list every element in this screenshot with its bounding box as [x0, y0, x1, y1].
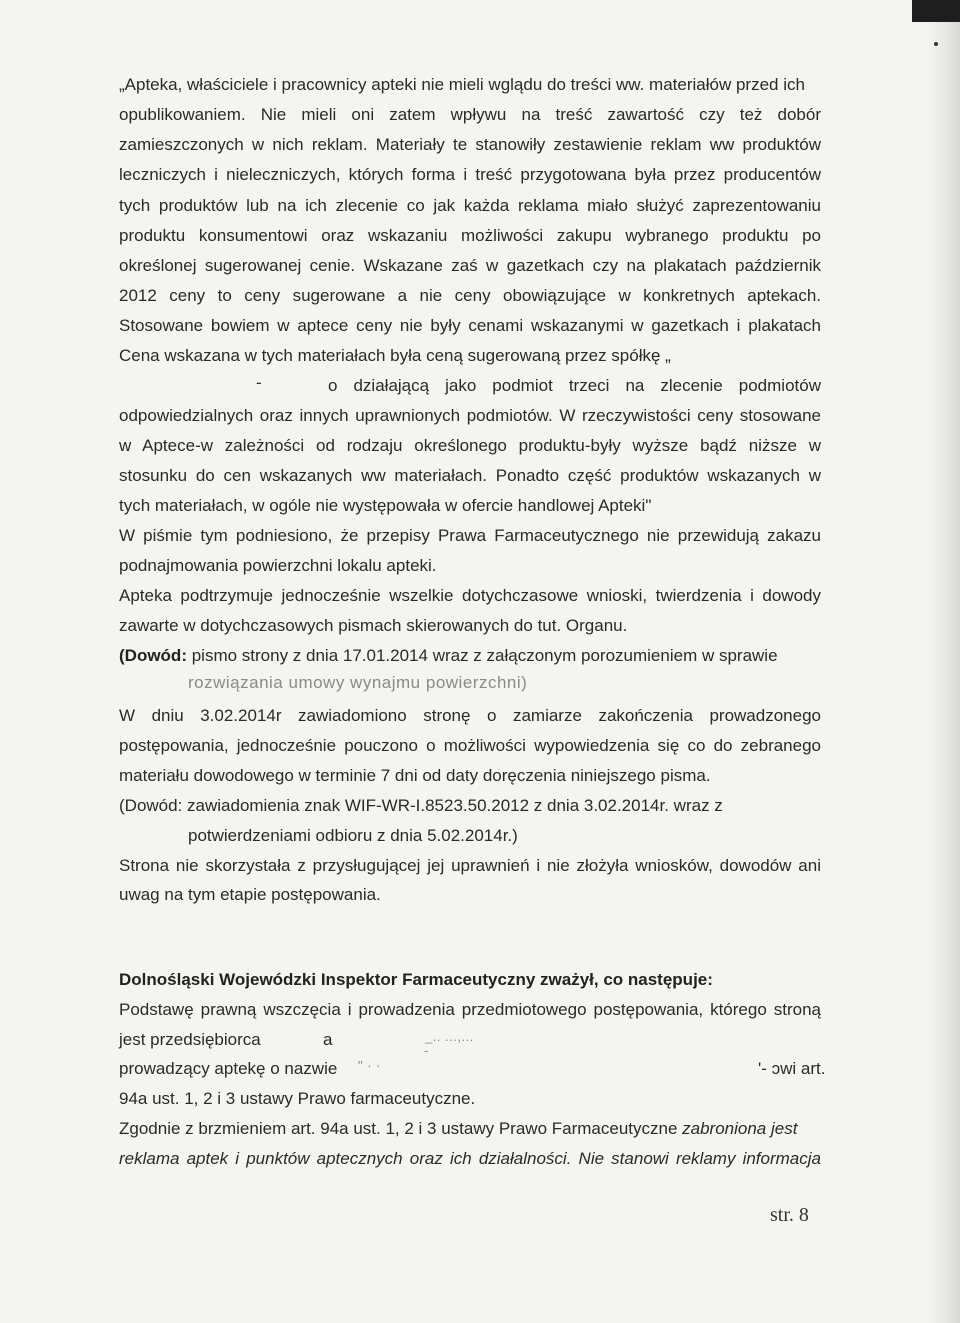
paragraph-line: reklama aptek i punktów aptecznych oraz ich działalności. Nie stanowi reklamy informacja: [119, 1149, 821, 1168]
paragraph-line: 94a ust. 1, 2 i 3 ustawy Prawo farmaceutyczne.: [119, 1089, 476, 1108]
italic-text: zabroniona jest: [682, 1119, 798, 1138]
evidence-line: (Dowód: zawiadomienia znak WIF-WR-I.8523.50.2012 z dnia 3.02.2014r. wraz z: [119, 796, 723, 815]
paragraph-line: 2012 ceny to ceny sugerowane a nie ceny obowiązujące w konkretnych aptekach.: [119, 286, 821, 305]
paragraph-line: podnajmowania powierzchni lokalu apteki.: [119, 556, 437, 575]
section-heading: Dolnośląski Wojewódzki Inspektor Farmaceutyczny zważył, co następuje:: [119, 970, 713, 989]
paragraph-line: „Apteka, właściciele i pracownicy apteki nie mieli wglądu do treści ww. materiałów przed ich: [119, 75, 805, 94]
evidence-text: pismo strony z dnia 17.01.2014 wraz z załączonym porozumieniem w sprawie: [186, 646, 778, 665]
paragraph-line: produktu konsumentowi oraz wskazaniu możliwości zakupu wybranego produktu po: [119, 226, 821, 245]
paragraph-line: o działającą jako podmiot trzeci na zlecenie podmiotów: [328, 376, 821, 395]
redacted-fragment: " · ·: [358, 1058, 381, 1073]
scan-dot: [934, 42, 938, 46]
paragraph-line: zawarte w dotychczasowych pismach skierowanych do tut. Organu.: [119, 616, 628, 635]
scan-border: [926, 0, 960, 1323]
paragraph-line: Strona nie skorzystała z przysługującej jej uprawnień i nie złożyła wniosków, dowodów ani: [119, 856, 821, 875]
paragraph-line: Stosowane bowiem w aptece ceny nie były cenami wskazanymi w gazetkach i plakatach: [119, 316, 821, 335]
redaction-mark: -: [256, 373, 262, 392]
paragraph-line: opublikowaniem. Nie mieli oni zatem wpływu na treść zawartość czy też dobór: [119, 105, 821, 124]
evidence-line: rozwiązania umowy wynajmu powierzchni): [188, 673, 528, 692]
paragraph-line: prowadzący aptekę o nazwie: [119, 1059, 338, 1078]
scan-corner-mark: [912, 0, 960, 22]
paragraph-line: stosunku do cen wskazanych ww materiałach. Ponadto część produktów wskazanych w: [119, 466, 821, 485]
paragraph-text: Zgodnie z brzmieniem art. 94a ust. 1, 2 i 3 ustawy Prawo Farmaceutyczne: [119, 1119, 683, 1138]
paragraph-line: Podstawę prawną wszczęcia i prowadzenia przedmiotowego postępowania, którego stroną: [119, 1000, 821, 1019]
paragraph-line: uwag na tym etapie postępowania.: [119, 885, 381, 904]
paragraph-line: W piśmie tym podniesiono, że przepisy Prawa Farmaceutycznego nie przewidują zakazu: [119, 526, 821, 545]
paragraph-line: materiału dowodowego w terminie 7 dni od daty doręczenia niniejszego pisma.: [119, 766, 711, 785]
paragraph-line: zamieszczonych w nich reklam. Materiały te stanowiły zestawienie reklam ww produktów: [119, 135, 821, 154]
paragraph-line: Apteka podtrzymuje jednocześnie wszelkie dotychczasowe wnioski, twierdzenia i dowody: [119, 586, 821, 605]
redacted-fragment: a: [323, 1030, 333, 1049]
paragraph-line: leczniczych i nieleczniczych, których forma i treść przygotowana była przez producentów: [119, 165, 821, 184]
paragraph-line: tych materiałach, w ogóle nie występowała w ofercie handlowej Apteki": [119, 496, 652, 515]
paragraph-line: w Aptece-w zależności od rodzaju określonego produktu-były wyższe bądź niższe w: [119, 436, 821, 455]
evidence-label: (Dowód:: [119, 646, 187, 665]
evidence-line: potwierdzeniami odbioru z dnia 5.02.2014r.): [188, 826, 518, 845]
paragraph-line: określonej sugerowanej cenie. Wskazane zaś w gazetkach czy na plakatach październik: [119, 256, 821, 275]
paragraph-line: odpowiedzialnych oraz innych uprawnionych podmiotów. W rzeczywistości ceny stosowane: [119, 406, 821, 425]
evidence-line: [119, 645, 821, 667]
paragraph-line: W dniu 3.02.2014r zawiadomiono stronę o zamiarze zakończenia prowadzonego: [119, 706, 821, 725]
paragraph-line: postępowania, jednocześnie pouczono o możliwości wypowiedzenia się co do zebranego: [119, 736, 821, 755]
redacted-fragment: _.. ...,...: [425, 1029, 474, 1044]
page-number: str. 8: [770, 1204, 809, 1226]
redacted-fragment: '- ɔwi art.: [758, 1059, 826, 1078]
paragraph-line: Cena wskazana w tych materiałach była ceną sugerowaną przez spółkę „: [119, 346, 671, 365]
paragraph-line: [119, 1118, 821, 1140]
redacted-fragment: -: [424, 1043, 429, 1058]
paragraph-line: jest przedsiębiorca: [119, 1030, 261, 1049]
paragraph-line: tych produktów lub na ich zlecenie co jak każda reklama miało służyć zaprezentowaniu: [119, 196, 821, 215]
